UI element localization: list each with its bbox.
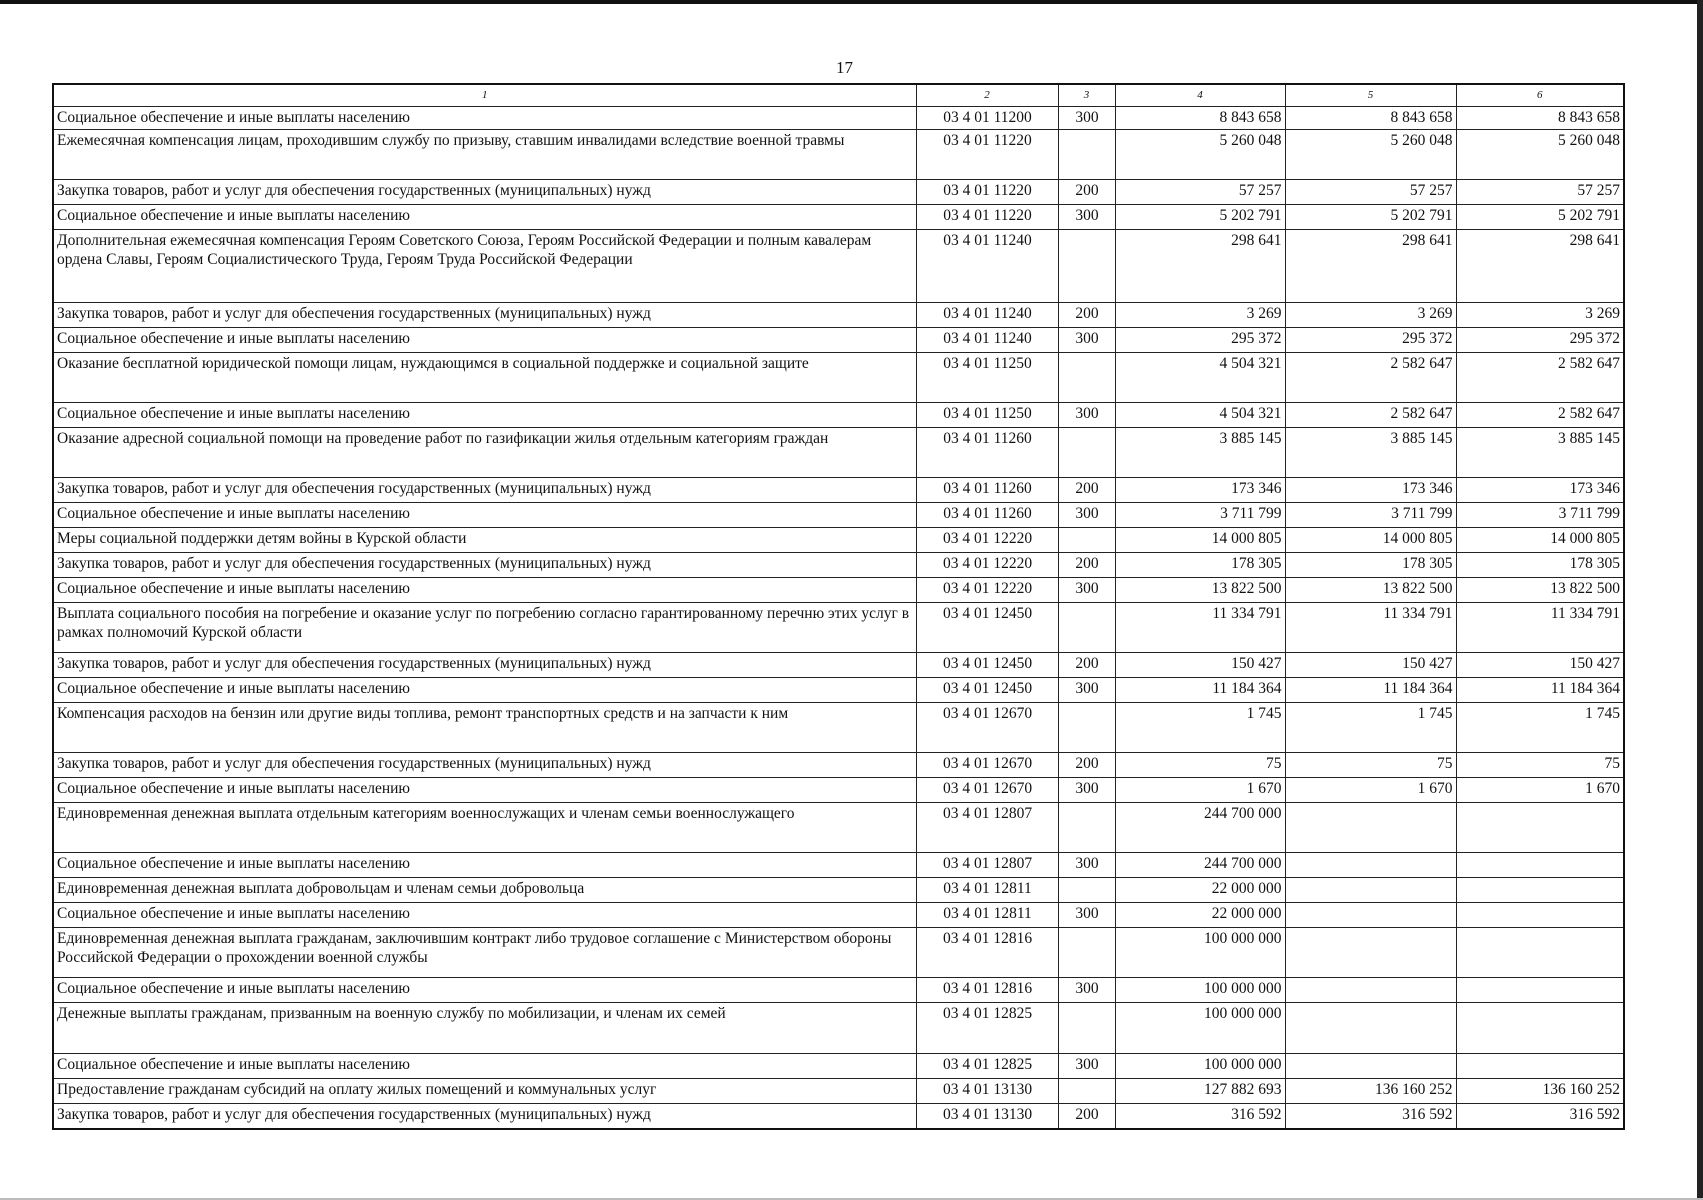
row-value-col6: 3 711 799 bbox=[1456, 503, 1624, 528]
row-expense-type bbox=[1058, 928, 1115, 978]
row-value-col5: 3 885 145 bbox=[1285, 428, 1456, 478]
row-value-col6: 5 260 048 bbox=[1456, 130, 1624, 180]
row-value-col5: 57 257 bbox=[1285, 180, 1456, 205]
row-value-col5 bbox=[1285, 903, 1456, 928]
row-value-col4: 1 670 bbox=[1115, 778, 1285, 803]
row-expense-type: 200 bbox=[1058, 180, 1115, 205]
row-code: 03 4 01 12220 bbox=[916, 578, 1058, 603]
row-value-col6: 295 372 bbox=[1456, 328, 1624, 353]
row-value-col6 bbox=[1456, 878, 1624, 903]
row-value-col4: 3 885 145 bbox=[1115, 428, 1285, 478]
row-description: Оказание адресной социальной помощи на проведение работ по газификации жилья отдельным категориям граждан bbox=[53, 428, 916, 478]
row-value-col6: 150 427 bbox=[1456, 653, 1624, 678]
row-value-col6: 136 160 252 bbox=[1456, 1079, 1624, 1104]
row-value-col6: 173 346 bbox=[1456, 478, 1624, 503]
row-code: 03 4 01 12816 bbox=[916, 978, 1058, 1003]
row-value-col6: 8 843 658 bbox=[1456, 107, 1624, 130]
row-value-col5 bbox=[1285, 878, 1456, 903]
row-value-col4: 150 427 bbox=[1115, 653, 1285, 678]
row-value-col4: 5 260 048 bbox=[1115, 130, 1285, 180]
table-row bbox=[53, 130, 1624, 180]
row-value-col5: 5 260 048 bbox=[1285, 130, 1456, 180]
table-row bbox=[53, 107, 1624, 130]
row-code: 03 4 01 11260 bbox=[916, 428, 1058, 478]
row-description: Предоставление гражданам субсидий на оплату жилых помещений и коммунальных услуг bbox=[53, 1079, 916, 1104]
row-code: 03 4 01 11240 bbox=[916, 328, 1058, 353]
row-description: Ежемесячная компенсация лицам, проходившим службу по призыву, ставшим инвалидами вследствие военной травмы bbox=[53, 130, 916, 180]
row-value-col6: 3 885 145 bbox=[1456, 428, 1624, 478]
row-code: 03 4 01 12220 bbox=[916, 528, 1058, 553]
row-expense-type bbox=[1058, 1079, 1115, 1104]
row-value-col6: 57 257 bbox=[1456, 180, 1624, 205]
row-value-col5: 5 202 791 bbox=[1285, 205, 1456, 230]
row-code: 03 4 01 12816 bbox=[916, 928, 1058, 978]
row-value-col4: 244 700 000 bbox=[1115, 803, 1285, 853]
row-expense-type: 300 bbox=[1058, 978, 1115, 1003]
row-value-col4: 57 257 bbox=[1115, 180, 1285, 205]
row-expense-type bbox=[1058, 703, 1115, 753]
row-description: Единовременная денежная выплата добровольцам и членам семьи добровольца bbox=[53, 878, 916, 903]
row-value-col6 bbox=[1456, 903, 1624, 928]
table-row bbox=[53, 553, 1624, 578]
row-value-col5 bbox=[1285, 1054, 1456, 1079]
row-value-col4: 1 745 bbox=[1115, 703, 1285, 753]
row-expense-type bbox=[1058, 428, 1115, 478]
row-description: Закупка товаров, работ и услуг для обеспечения государственных (муниципальных) нужд bbox=[53, 180, 916, 205]
row-code: 03 4 01 11220 bbox=[916, 130, 1058, 180]
row-description: Компенсация расходов на бензин или другие виды топлива, ремонт транспортных средств и на запчасти к ним bbox=[53, 703, 916, 753]
row-expense-type bbox=[1058, 230, 1115, 303]
row-value-col4: 11 184 364 bbox=[1115, 678, 1285, 703]
row-description: Закупка товаров, работ и услуг для обеспечения государственных (муниципальных) нужд bbox=[53, 753, 916, 778]
table-row bbox=[53, 503, 1624, 528]
row-code: 03 4 01 11220 bbox=[916, 180, 1058, 205]
row-value-col4: 295 372 bbox=[1115, 328, 1285, 353]
row-value-col5 bbox=[1285, 803, 1456, 853]
row-code: 03 4 01 12670 bbox=[916, 778, 1058, 803]
table-row bbox=[53, 1079, 1624, 1104]
row-code: 03 4 01 13130 bbox=[916, 1104, 1058, 1129]
row-value-col4: 298 641 bbox=[1115, 230, 1285, 303]
row-value-col6: 3 269 bbox=[1456, 303, 1624, 328]
row-code: 03 4 01 11240 bbox=[916, 303, 1058, 328]
column-header: 3 bbox=[1058, 84, 1115, 107]
table-row bbox=[53, 653, 1624, 678]
row-value-col4: 100 000 000 bbox=[1115, 928, 1285, 978]
row-expense-type: 300 bbox=[1058, 903, 1115, 928]
table-row bbox=[53, 528, 1624, 553]
row-value-col4: 5 202 791 bbox=[1115, 205, 1285, 230]
column-header: 5 bbox=[1285, 84, 1456, 107]
row-expense-type: 200 bbox=[1058, 553, 1115, 578]
row-value-col4: 22 000 000 bbox=[1115, 878, 1285, 903]
row-expense-type bbox=[1058, 803, 1115, 853]
row-expense-type: 300 bbox=[1058, 578, 1115, 603]
row-code: 03 4 01 11260 bbox=[916, 478, 1058, 503]
row-code: 03 4 01 12670 bbox=[916, 753, 1058, 778]
row-expense-type bbox=[1058, 130, 1115, 180]
row-value-col5 bbox=[1285, 1003, 1456, 1054]
row-code: 03 4 01 12807 bbox=[916, 803, 1058, 853]
table-body bbox=[53, 107, 1624, 1129]
row-value-col6: 13 822 500 bbox=[1456, 578, 1624, 603]
row-value-col5: 173 346 bbox=[1285, 478, 1456, 503]
row-expense-type: 300 bbox=[1058, 853, 1115, 878]
row-description: Социальное обеспечение и иные выплаты населению bbox=[53, 853, 916, 878]
row-value-col4: 100 000 000 bbox=[1115, 1003, 1285, 1054]
row-value-col4: 100 000 000 bbox=[1115, 1054, 1285, 1079]
row-code: 03 4 01 11240 bbox=[916, 230, 1058, 303]
row-code: 03 4 01 12450 bbox=[916, 678, 1058, 703]
row-description: Дополнительная ежемесячная компенсация Героям Советского Союза, Героям Российской Федерации и полным кавалерам ордена Славы, Героям Социалистического Труда, Героям Труда Российской Федерации bbox=[53, 230, 916, 303]
row-description: Социальное обеспечение и иные выплаты населению bbox=[53, 678, 916, 703]
row-value-col4: 3 269 bbox=[1115, 303, 1285, 328]
row-value-col5: 316 592 bbox=[1285, 1104, 1456, 1129]
row-description: Меры социальной поддержки детям войны в Курской области bbox=[53, 528, 916, 553]
row-expense-type bbox=[1058, 1003, 1115, 1054]
row-description: Закупка товаров, работ и услуг для обеспечения государственных (муниципальных) нужд bbox=[53, 303, 916, 328]
row-expense-type: 300 bbox=[1058, 328, 1115, 353]
row-code: 03 4 01 12825 bbox=[916, 1054, 1058, 1079]
row-description: Закупка товаров, работ и услуг для обеспечения государственных (муниципальных) нужд bbox=[53, 653, 916, 678]
row-value-col4: 127 882 693 bbox=[1115, 1079, 1285, 1104]
table-row bbox=[53, 578, 1624, 603]
table-row bbox=[53, 703, 1624, 753]
row-description: Социальное обеспечение и иные выплаты населению bbox=[53, 578, 916, 603]
table-row bbox=[53, 778, 1624, 803]
row-description: Закупка товаров, работ и услуг для обеспечения государственных (муниципальных) нужд bbox=[53, 1104, 916, 1129]
row-value-col6 bbox=[1456, 978, 1624, 1003]
row-expense-type: 300 bbox=[1058, 403, 1115, 428]
row-value-col5 bbox=[1285, 978, 1456, 1003]
row-value-col5: 295 372 bbox=[1285, 328, 1456, 353]
row-description: Социальное обеспечение и иные выплаты населению bbox=[53, 978, 916, 1003]
row-code: 03 4 01 12670 bbox=[916, 703, 1058, 753]
table-row bbox=[53, 603, 1624, 653]
row-value-col6: 14 000 805 bbox=[1456, 528, 1624, 553]
row-value-col6: 298 641 bbox=[1456, 230, 1624, 303]
row-value-col4: 178 305 bbox=[1115, 553, 1285, 578]
row-value-col6: 178 305 bbox=[1456, 553, 1624, 578]
row-description: Закупка товаров, работ и услуг для обеспечения государственных (муниципальных) нужд bbox=[53, 553, 916, 578]
table-row bbox=[53, 180, 1624, 205]
row-description: Социальное обеспечение и иные выплаты населению bbox=[53, 503, 916, 528]
row-value-col6 bbox=[1456, 803, 1624, 853]
table-row bbox=[53, 1054, 1624, 1079]
table-row bbox=[53, 753, 1624, 778]
row-value-col5: 13 822 500 bbox=[1285, 578, 1456, 603]
row-description: Единовременная денежная выплата гражданам, заключившим контракт либо трудовое соглашение с Министерством обороны Российской Федерации о прохождении военной службы bbox=[53, 928, 916, 978]
row-description: Выплата социального пособия на погребение и оказание услуг по погребению согласно гарантированному перечню этих услуг в рамках полномочий Курской области bbox=[53, 603, 916, 653]
row-expense-type: 200 bbox=[1058, 1104, 1115, 1129]
row-expense-type: 300 bbox=[1058, 107, 1115, 130]
row-value-col4: 14 000 805 bbox=[1115, 528, 1285, 553]
row-value-col5: 298 641 bbox=[1285, 230, 1456, 303]
row-code: 03 4 01 11200 bbox=[916, 107, 1058, 130]
table-row bbox=[53, 878, 1624, 903]
row-value-col6: 2 582 647 bbox=[1456, 353, 1624, 403]
row-description: Закупка товаров, работ и услуг для обеспечения государственных (муниципальных) нужд bbox=[53, 478, 916, 503]
row-expense-type: 200 bbox=[1058, 653, 1115, 678]
table-row bbox=[53, 928, 1624, 978]
row-code: 03 4 01 12220 bbox=[916, 553, 1058, 578]
row-code: 03 4 01 11220 bbox=[916, 205, 1058, 230]
row-value-col4: 173 346 bbox=[1115, 478, 1285, 503]
row-expense-type: 300 bbox=[1058, 1054, 1115, 1079]
row-value-col5: 136 160 252 bbox=[1285, 1079, 1456, 1104]
table-row bbox=[53, 1104, 1624, 1129]
table-row bbox=[53, 903, 1624, 928]
row-description: Социальное обеспечение и иные выплаты населению bbox=[53, 778, 916, 803]
row-value-col5: 1 670 bbox=[1285, 778, 1456, 803]
row-description: Единовременная денежная выплата отдельным категориям военнослужащих и членам семьи военнослужащего bbox=[53, 803, 916, 853]
table-row bbox=[53, 1003, 1624, 1054]
row-value-col6 bbox=[1456, 1003, 1624, 1054]
row-value-col6: 75 bbox=[1456, 753, 1624, 778]
row-expense-type: 300 bbox=[1058, 778, 1115, 803]
row-code: 03 4 01 12807 bbox=[916, 853, 1058, 878]
page-number: 17 bbox=[836, 58, 853, 77]
row-description: Оказание бесплатной юридической помощи лицам, нуждающимся в социальной поддержке и социальной защите bbox=[53, 353, 916, 403]
scan-edge-right bbox=[1697, 0, 1703, 1200]
row-description: Социальное обеспечение и иные выплаты населению bbox=[53, 903, 916, 928]
row-expense-type bbox=[1058, 603, 1115, 653]
row-value-col6: 5 202 791 bbox=[1456, 205, 1624, 230]
row-expense-type: 200 bbox=[1058, 478, 1115, 503]
row-description: Социальное обеспечение и иные выплаты населению bbox=[53, 328, 916, 353]
row-value-col5: 2 582 647 bbox=[1285, 353, 1456, 403]
table-row bbox=[53, 428, 1624, 478]
row-value-col6 bbox=[1456, 928, 1624, 978]
scan-edge-top bbox=[0, 0, 1703, 4]
row-code: 03 4 01 11250 bbox=[916, 353, 1058, 403]
column-header: 4 bbox=[1115, 84, 1285, 107]
table-row bbox=[53, 303, 1624, 328]
row-value-col4: 100 000 000 bbox=[1115, 978, 1285, 1003]
table-row bbox=[53, 478, 1624, 503]
row-value-col6 bbox=[1456, 1054, 1624, 1079]
row-value-col5: 11 334 791 bbox=[1285, 603, 1456, 653]
table-row bbox=[53, 978, 1624, 1003]
row-value-col6: 1 745 bbox=[1456, 703, 1624, 753]
row-description: Социальное обеспечение и иные выплаты населению bbox=[53, 205, 916, 230]
row-value-col5 bbox=[1285, 853, 1456, 878]
row-value-col5: 14 000 805 bbox=[1285, 528, 1456, 553]
row-expense-type bbox=[1058, 353, 1115, 403]
row-code: 03 4 01 12450 bbox=[916, 603, 1058, 653]
row-code: 03 4 01 12825 bbox=[916, 1003, 1058, 1054]
row-value-col5: 8 843 658 bbox=[1285, 107, 1456, 130]
row-value-col5: 75 bbox=[1285, 753, 1456, 778]
table-row bbox=[53, 230, 1624, 303]
row-expense-type bbox=[1058, 528, 1115, 553]
row-description: Социальное обеспечение и иные выплаты населению bbox=[53, 403, 916, 428]
row-value-col6: 316 592 bbox=[1456, 1104, 1624, 1129]
row-code: 03 4 01 13130 bbox=[916, 1079, 1058, 1104]
row-expense-type: 300 bbox=[1058, 678, 1115, 703]
row-value-col4: 4 504 321 bbox=[1115, 403, 1285, 428]
row-code: 03 4 01 11250 bbox=[916, 403, 1058, 428]
row-description: Денежные выплаты гражданам, призванным на военную службу по мобилизации, и членам их семей bbox=[53, 1003, 916, 1054]
row-value-col6: 1 670 bbox=[1456, 778, 1624, 803]
row-value-col5: 178 305 bbox=[1285, 553, 1456, 578]
row-expense-type: 200 bbox=[1058, 303, 1115, 328]
table-row bbox=[53, 403, 1624, 428]
row-value-col6 bbox=[1456, 853, 1624, 878]
row-value-col5: 2 582 647 bbox=[1285, 403, 1456, 428]
row-value-col4: 3 711 799 bbox=[1115, 503, 1285, 528]
row-value-col4: 22 000 000 bbox=[1115, 903, 1285, 928]
row-description: Социальное обеспечение и иные выплаты населению bbox=[53, 107, 916, 130]
row-code: 03 4 01 11260 bbox=[916, 503, 1058, 528]
row-value-col4: 4 504 321 bbox=[1115, 353, 1285, 403]
table-header-row bbox=[53, 84, 1624, 107]
table-row bbox=[53, 803, 1624, 853]
table-row bbox=[53, 353, 1624, 403]
row-code: 03 4 01 12811 bbox=[916, 903, 1058, 928]
table-row bbox=[53, 328, 1624, 353]
row-value-col6: 11 334 791 bbox=[1456, 603, 1624, 653]
row-value-col5 bbox=[1285, 928, 1456, 978]
row-expense-type: 300 bbox=[1058, 205, 1115, 230]
row-expense-type: 200 bbox=[1058, 753, 1115, 778]
row-value-col4: 316 592 bbox=[1115, 1104, 1285, 1129]
row-expense-type bbox=[1058, 878, 1115, 903]
table-row bbox=[53, 678, 1624, 703]
row-code: 03 4 01 12811 bbox=[916, 878, 1058, 903]
budget-table bbox=[52, 83, 1625, 1130]
row-value-col5: 150 427 bbox=[1285, 653, 1456, 678]
row-expense-type: 300 bbox=[1058, 503, 1115, 528]
row-value-col4: 75 bbox=[1115, 753, 1285, 778]
row-code: 03 4 01 12450 bbox=[916, 653, 1058, 678]
row-value-col6: 11 184 364 bbox=[1456, 678, 1624, 703]
column-header: 6 bbox=[1456, 84, 1624, 107]
column-header: 1 bbox=[53, 84, 916, 107]
column-header: 2 bbox=[916, 84, 1058, 107]
row-description: Социальное обеспечение и иные выплаты населению bbox=[53, 1054, 916, 1079]
row-value-col5: 3 711 799 bbox=[1285, 503, 1456, 528]
row-value-col4: 8 843 658 bbox=[1115, 107, 1285, 130]
row-value-col5: 1 745 bbox=[1285, 703, 1456, 753]
row-value-col4: 244 700 000 bbox=[1115, 853, 1285, 878]
table-row bbox=[53, 205, 1624, 230]
row-value-col5: 3 269 bbox=[1285, 303, 1456, 328]
row-value-col5: 11 184 364 bbox=[1285, 678, 1456, 703]
row-value-col6: 2 582 647 bbox=[1456, 403, 1624, 428]
row-value-col4: 13 822 500 bbox=[1115, 578, 1285, 603]
row-value-col4: 11 334 791 bbox=[1115, 603, 1285, 653]
table-row bbox=[53, 853, 1624, 878]
